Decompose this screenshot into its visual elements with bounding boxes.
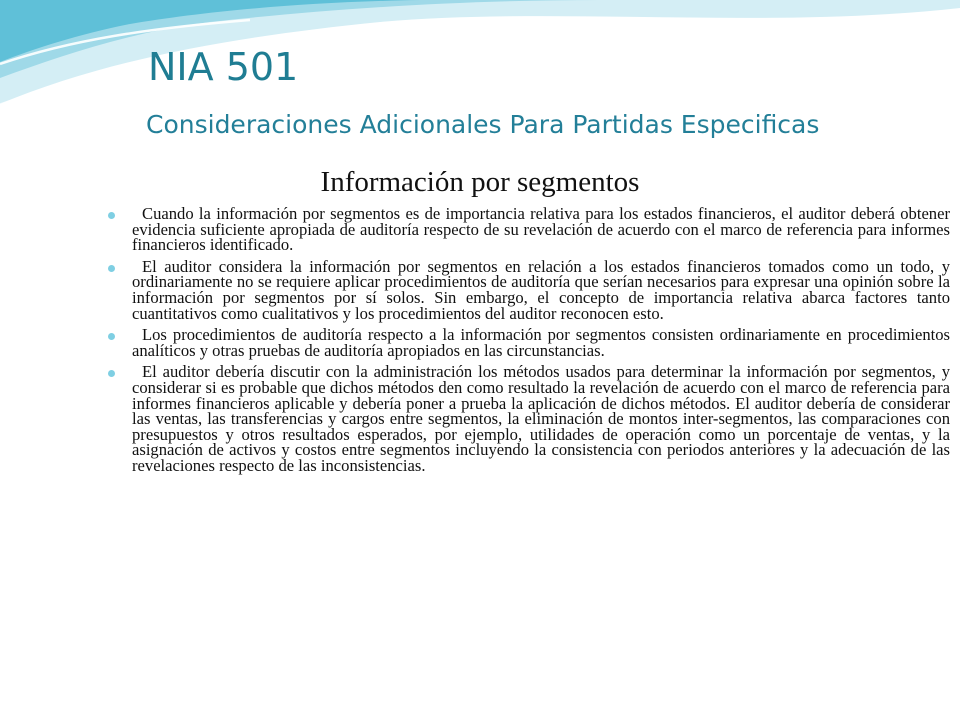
bullet-text: Cuando la información por segmentos es de importancia relativa para los estados financieros, el auditor deberá obtener evidencia suficiente apropiada de auditoría respecto de su revelación de acuerdo con el marco de referencia para informes financieros identificado. [132,204,950,255]
bullet-icon [108,370,115,377]
bullet-item [108,327,950,358]
slide-subtitle: Consideraciones Adicionales Para Partidas Especificas [146,110,820,139]
slide-title: NIA 501 [148,45,299,89]
bullet-icon [108,333,115,340]
bullet-text: El auditor debería discutir con la administración los métodos usados para determinar la información por segmentos, y considerar si es probable que dichos métodos den como resultado la revelación de acuerdo con el marco de referencia para informes financieros aplicable y debería poner a prueba la aplicación de dichos métodos. El auditor debería de considerar las ventas, las transferencias y cargos entre segmentos, la eliminación de montos inter-segmentos, las comparaciones con presupuestos y otros resultados esperados, por ejemplo, utilidades de operación como un porcentaje de ventas, y la asignación de activos y costos entre segmentos incluyendo la consistencia con periodos anteriores y la adecuación de las revelaciones respecto de las inconsistencias. [132,362,950,475]
header-wave-decoration [0,0,960,110]
section-heading: Información por segmentos [320,166,640,198]
bullet-item [108,206,950,253]
bullet-item [108,256,950,323]
bullet-text: Los procedimientos de auditoría respecto a la información por segmentos consisten ordinariamente en procedimientos analíticos y otras pruebas de auditoría apropiados en las circunstancias. [132,325,950,360]
bullet-item [108,364,950,473]
bullet-text: El auditor considera la información por segmentos en relación a los estados financieros tomados como un todo, y ordinariamente no se requiere aplicar procedimientos de auditoría que serían necesarios para expresar una opinión sobre la información por segmentos por sí solos. Sin embargo, el concepto de importancia relativa abarca factores tanto cuantitativos como cualitativos y los procedimientos del auditor reconocen esto. [132,256,950,323]
bullet-list [108,206,950,480]
bullet-icon [108,212,115,219]
bullet-icon [108,265,115,272]
